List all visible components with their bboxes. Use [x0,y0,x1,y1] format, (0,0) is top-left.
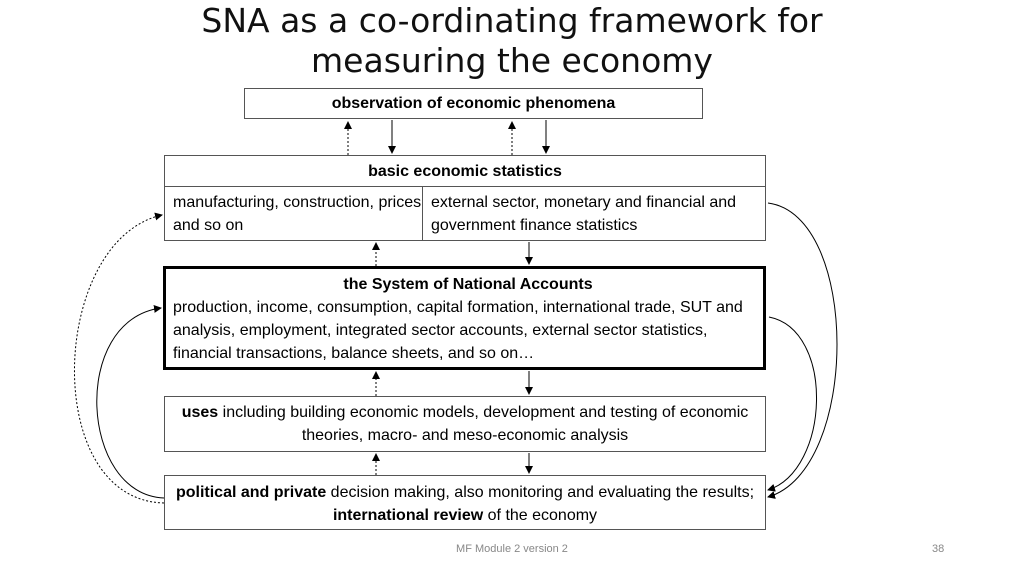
arrow-sna-to-political [768,317,817,490]
political-bold-1: political and private [175,484,327,501]
basic-statistics-right-text: external sector, monetary and financial and government finance statistics [431,194,737,234]
basic-statistics-label: basic economic statistics [368,163,562,180]
basic-statistics-box [164,155,766,187]
footer-text: MF Module 2 version 2 [456,543,568,555]
sna-body: production, income, consumption, capital formation, international trade, SUT and analysis, employment, integrated sector accounts, external sector statistics, financial transactions, balance sheets, and so on… [173,299,743,362]
basic-statistics-left-box [164,186,423,241]
basic-statistics-left-text: manufacturing, construction, prices and so on [173,194,422,234]
sna-title: the System of National Accounts [343,276,593,293]
political-text-1: decision making, also monitoring and evaluating the results; [326,484,755,501]
slide-title-line2: measuring the economy [311,41,713,80]
uses-bold: uses [181,404,219,421]
slide-title-line1: SNA as a co-ordinating framework for [201,1,823,40]
slide-number: 38 [932,543,945,555]
arrow-political-to-basic-left [74,215,164,503]
political-bold-2: international review [332,507,484,524]
political-box [164,475,766,530]
observation-label: observation of economic phenomena [331,95,616,112]
arrow-basic-right-to-political [768,203,837,497]
uses-text: including building economic models, development and testing of economic theories, macro- and meso-economic analysis [218,404,749,444]
arrow-political-to-sna-left [97,308,164,498]
observation-box [244,88,703,119]
political-text-2: of the economy [483,507,598,524]
sna-box [163,266,766,370]
basic-statistics-right-box [422,186,766,241]
uses-box [164,396,766,452]
